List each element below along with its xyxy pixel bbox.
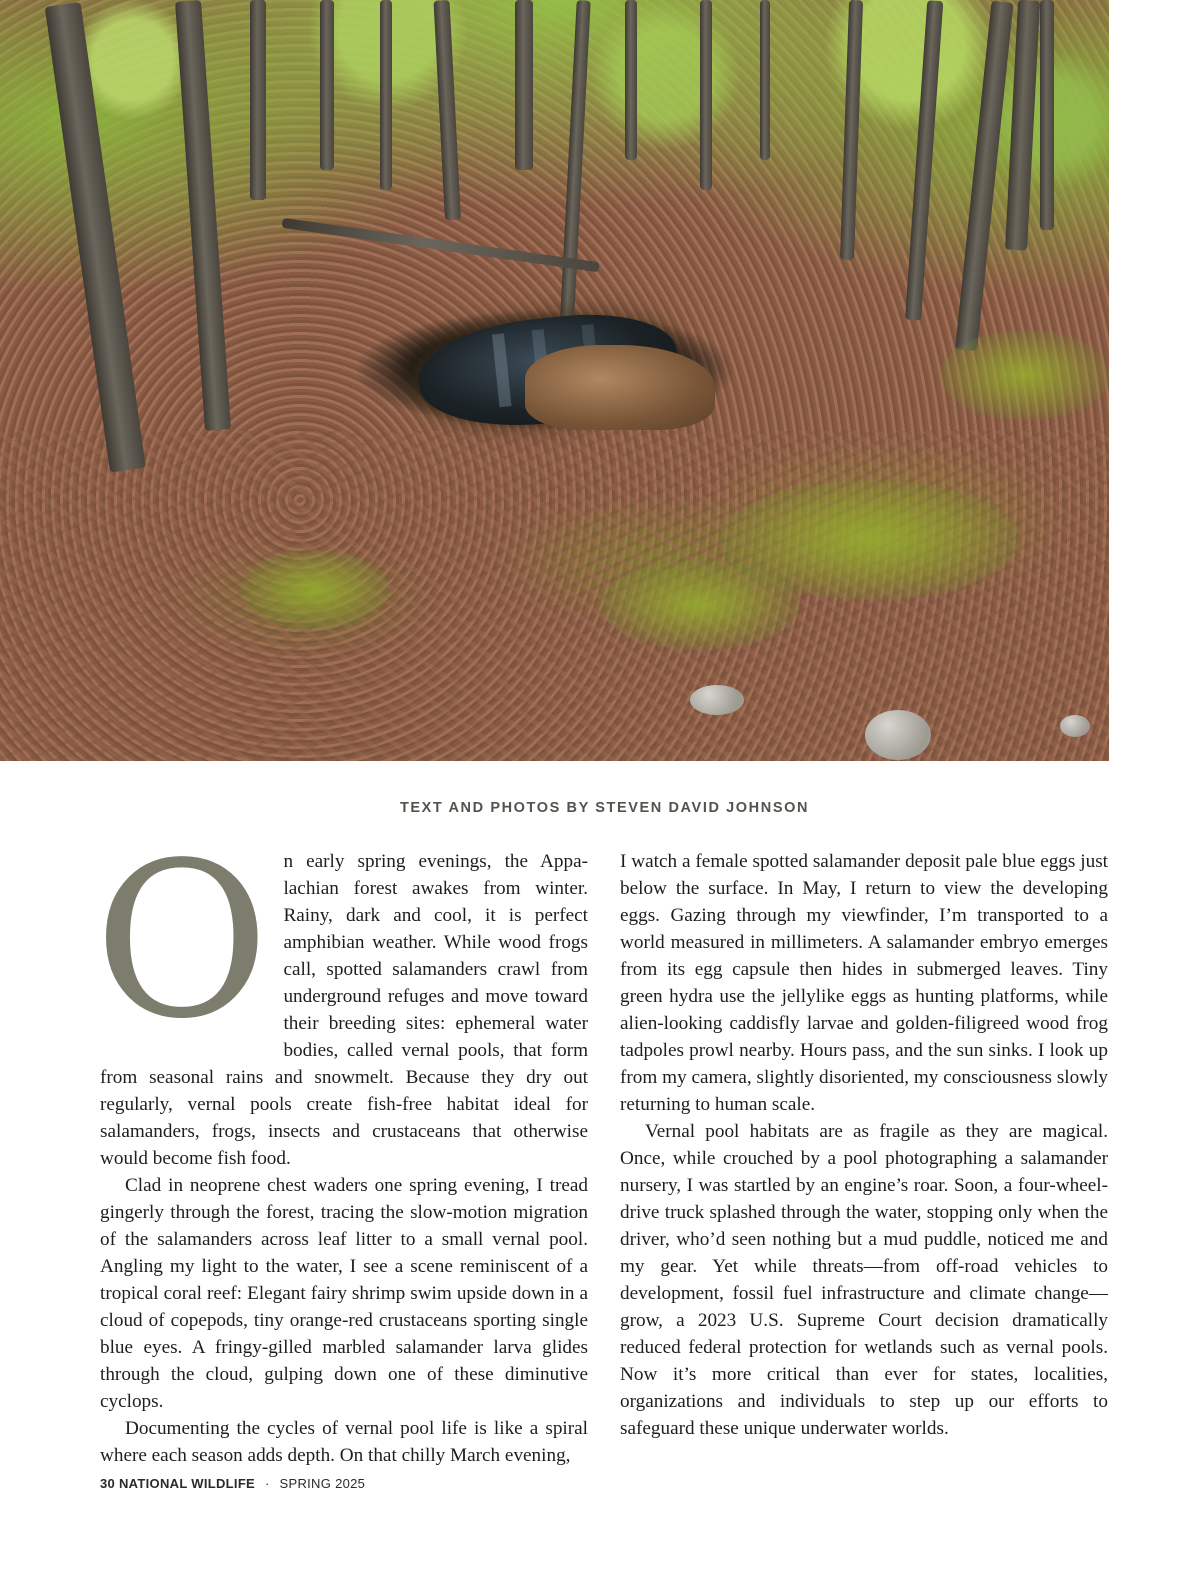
tree-trunk <box>625 0 637 160</box>
rock <box>690 685 744 715</box>
rock <box>865 710 931 760</box>
photo-credit: TEXT AND PHOTOS BY STEVEN DAVID JOHNSON <box>399 800 810 816</box>
magazine-name: NATIONAL WILDLIFE <box>118 1476 256 1491</box>
tree-trunk <box>760 0 770 160</box>
tree-trunk <box>700 0 712 190</box>
issue-date: SPRING 2025 <box>279 1476 366 1491</box>
tree-trunk <box>515 0 533 170</box>
article-paragraph: Vernal pool habitats are as fragile as they are magical. Once, while crouched by a pool photographing a salamander nursery, I was startled by an engine’s roar. Soon, a four-wheel-drive truck splashed through the water, stopping only when the driver, who’d seen nothing but a mud puddle, noticed me and my gear. Yet while threats—from off-road vehicles to development, fossil fuel infrastructure and climate change—grow, a 2023 U.S. Supreme Court decision dramatically reduced federal protection for wetlands such as vernal pools. Now it’s more critical than ever for states, localities, organizations and individuals to step up our efforts to safeguard these unique underwater worlds. <box>620 1121 1108 1439</box>
moss-patch <box>240 550 390 630</box>
moss-patch <box>940 330 1109 420</box>
tree-trunk <box>1040 0 1054 230</box>
page-footer <box>100 1476 365 1491</box>
footer-separator: · <box>264 1476 270 1491</box>
article-paragraph <box>94 817 588 1172</box>
article-paragraph: Clad in neoprene chest waders one spring evening, I tread gingerly through the forest, tracing the slow-motion migration of the salamanders across leaf litter to a small vernal pool. Angling my light to the water, I see a scene reminiscent of a tropical coral reef: Elegant fairy shrimp swim upside down in a cloud of copepods, tiny orange-red crustaceans sporting single blue eyes. A fringy-gilled marbled salamander larva glides through the cloud, gulping down one of these diminutive cyclops. <box>100 1175 588 1412</box>
tree-trunk <box>380 0 392 190</box>
tree-trunk <box>320 0 334 170</box>
forest-vernal-pool-photo <box>0 0 1109 761</box>
paragraph-text: n early spring evenings, the Appalachian forest awakes from winter. Rainy, dark and cool, it is perfect amphibian weather. While wood frogs call, spotted salamanders crawl from underground refuges and move toward their breeding sites: ephemeral water bodies, called vernal pools, that form from seasonal rains and snowmelt. Because they dry out regularly, vernal pools create fish-free habitat ideal for salamanders, frogs, insects and crustaceans that otherwise would become fish food. <box>100 851 588 1169</box>
drop-cap: O <box>94 817 270 1066</box>
tree-trunk <box>250 0 266 200</box>
page-number: 30 <box>100 1476 116 1491</box>
rock <box>1060 715 1090 737</box>
article-paragraph: I watch a female spotted salamander deposit pale blue eggs just below the surface. In May, I return to view the developing eggs. Gazing through my viewfinder, I’m transported to a world measured in millimeters. A salamander embryo emerges from its egg capsule then hides in submerged leaves. Tiny green hydra use the jellylike eggs as hunting platforms, while alien-looking caddisfly larvae and golden-filigreed wood frog tadpoles prowl nearby. Hours pass, and the sun sinks. I look up from my camera, slightly disoriented, my consciousness slowly returning to human scale. <box>620 851 1108 1115</box>
moss-patch <box>600 560 800 650</box>
root-mound <box>525 345 715 430</box>
article-paragraph: Documenting the cycles of vernal pool life is like a spiral where each season adds depth. On that chilly March evening, <box>100 1418 588 1466</box>
article-column-left <box>94 817 588 1469</box>
leaf-litter <box>0 431 1109 761</box>
article-column-right <box>620 848 1108 1442</box>
